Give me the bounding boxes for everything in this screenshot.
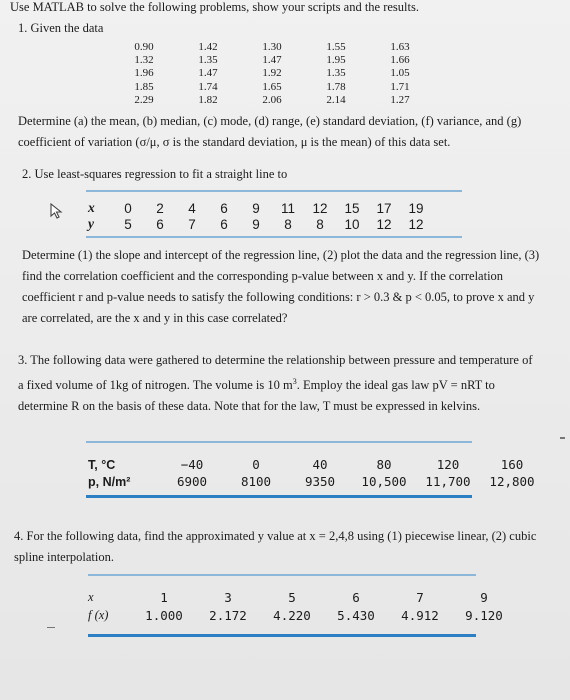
data-cell: 1.95 (326, 54, 346, 67)
pressure-value: 6900 (176, 474, 208, 489)
data-cell: 1.63 (390, 41, 410, 53)
data-cell: 1.65 (262, 80, 282, 93)
data-cell: 2.06 (262, 93, 282, 106)
x-value: 11 (280, 200, 295, 216)
x-label: x (88, 589, 94, 604)
fx-value: 4.912 (401, 607, 439, 623)
data-cell: 1.42 (198, 41, 218, 53)
table-rule-bottom (86, 495, 472, 498)
x-value: 4 (188, 200, 196, 216)
data-cell: 1.27 (390, 93, 410, 106)
y-value: 8 (284, 216, 292, 232)
y-value: 6 (156, 216, 164, 232)
problem-3-text-a: 3. The following data were gathered to determine the relationship between pressure and temperature of a fixed volume of 1kg of nitrogen. The volume is 10 m (18, 353, 533, 393)
temperature-value: 40 (312, 457, 328, 472)
cubic-superscript: 3 (292, 377, 297, 386)
data-cell: 1.96 (134, 67, 154, 80)
y-row (88, 216, 432, 232)
data-cell: 1.92 (262, 67, 282, 80)
problem-2-description: Determine (1) the slope and intercept of the regression line, (2) plot the data and the regression line, (3) find the correlation coefficient and the corresponding p-value between x and y. If the correlation coefficient r and p-value needs to satisfy the following conditions: r > 0.3 & p < 0.05, to prove x and y are correlated, are the x and y in this case correlated? (22, 248, 540, 325)
table-rule-bottom (88, 634, 476, 637)
problem-3-description (18, 350, 538, 417)
y-value: 10 (344, 216, 360, 232)
problem-3-pressure-table (88, 456, 544, 490)
data-cell: 1.66 (390, 54, 410, 67)
x-value: 6 (352, 589, 360, 605)
data-cell: 1.35 (198, 54, 218, 67)
y-value: 7 (188, 216, 196, 232)
x-value: 9 (252, 200, 260, 216)
fx-value: 1.000 (145, 607, 183, 623)
data-row (112, 81, 432, 94)
data-cell: 1.32 (134, 54, 154, 67)
pressure-label: p, N/m² (88, 474, 131, 489)
data-cell: 2.29 (134, 93, 154, 106)
fx-value: 4.220 (273, 607, 311, 623)
problem-4-description: 4. For the following data, find the approximated y value at x = 2,4,8 using (1) piecewise linear, (2) cubic spline interpolation. (14, 529, 537, 564)
fx-label: f (x) (88, 607, 109, 622)
problem-1-title: 1. Given the data (18, 21, 104, 35)
x-row (88, 588, 516, 606)
problem-2-title: 2. Use least-squares regression to fit a straight line to (22, 167, 288, 181)
data-cell: 1.47 (262, 54, 282, 67)
table-rule-bottom (86, 236, 462, 238)
data-row (112, 94, 432, 107)
temperature-value: 0 (252, 457, 260, 472)
temperature-value: −40 (180, 457, 204, 472)
y-label: y (88, 216, 94, 231)
x-value: 15 (344, 200, 360, 216)
margin-dash-mark (47, 627, 55, 628)
x-value: 3 (224, 589, 232, 605)
data-cell: 1.82 (198, 93, 218, 106)
x-value: 19 (408, 200, 424, 216)
fx-value: 5.430 (337, 607, 375, 623)
temperature-value: 160 (500, 457, 524, 472)
data-cell: 1.74 (198, 80, 218, 93)
pressure-value: 10,500 (361, 474, 407, 489)
table-rule-top (86, 441, 472, 443)
table-rule-top (86, 190, 462, 192)
data-cell: 1.71 (390, 80, 410, 93)
data-cell: 1.47 (198, 67, 218, 80)
y-value: 12 (408, 216, 424, 232)
x-row (88, 200, 432, 216)
data-cell: 1.30 (262, 41, 282, 53)
x-value: 5 (288, 589, 296, 605)
mouse-pointer-icon (50, 203, 64, 219)
fx-row (88, 606, 516, 624)
data-cell: 1.55 (326, 41, 346, 53)
data-cell: 2.14 (326, 93, 346, 106)
problem-2-xy-table (88, 200, 432, 232)
temperature-value: 120 (436, 457, 460, 472)
temperature-row (88, 456, 544, 473)
problem-3-text-b: . Employ the ideal gas law pV = nRT to determine R on the basis of these data. Note that for the law, T must be expressed in kelvins. (18, 378, 495, 414)
pressure-value: 11,700 (425, 474, 471, 489)
data-cell: 0.90 (134, 41, 154, 53)
x-label: x (88, 200, 95, 215)
problem-4-interpolation-table (88, 588, 516, 624)
y-value: 8 (316, 216, 324, 232)
x-value: 0 (124, 200, 132, 216)
pressure-row (88, 473, 544, 490)
y-value: 5 (124, 216, 132, 232)
x-value: 17 (376, 200, 392, 216)
x-value: 12 (312, 200, 328, 216)
temperature-label: T, °C (88, 457, 116, 472)
page-edge-mark (560, 437, 565, 439)
problem-1-data-grid (112, 41, 432, 107)
pressure-value: 12,800 (489, 474, 535, 489)
x-value: 7 (416, 589, 424, 605)
data-cell: 1.05 (390, 67, 410, 80)
data-cell: 1.78 (326, 80, 346, 93)
y-value: 12 (376, 216, 392, 232)
pressure-value: 9350 (304, 474, 336, 489)
data-row (112, 67, 432, 80)
data-row (112, 41, 432, 54)
x-value: 9 (480, 589, 488, 605)
x-value: 1 (160, 589, 168, 605)
instructions-header: Use MATLAB to solve the following problems, show your scripts and the results. (10, 0, 419, 14)
x-value: 6 (220, 200, 228, 216)
fx-value: 9.120 (465, 607, 503, 623)
temperature-value: 80 (376, 457, 392, 472)
problem-1-description: Determine (a) the mean, (b) median, (c) mode, (d) range, (e) standard deviation, (f) variance, and (g) coefficient of variation (σ/μ, σ is the standard deviation, μ is the mean) of this data set. (18, 114, 522, 149)
data-cell: 1.35 (326, 67, 346, 80)
y-value: 9 (252, 216, 260, 232)
data-cell: 1.85 (134, 80, 154, 93)
pressure-value: 8100 (240, 474, 272, 489)
fx-value: 2.172 (209, 607, 247, 623)
table-rule-top (88, 574, 476, 576)
y-value: 6 (220, 216, 228, 232)
x-value: 2 (156, 200, 164, 216)
data-row (112, 54, 432, 67)
